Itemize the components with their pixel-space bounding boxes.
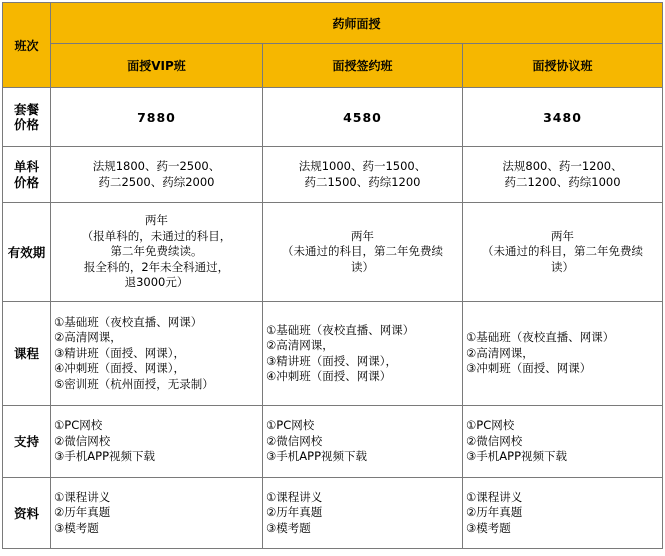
text-line: 两年 [551,228,575,243]
text-line: 药二2500、药综2000 [98,174,215,189]
row-label-line: 单科 [13,159,39,174]
table-row-validity [3,203,663,302]
materials-signed [263,478,463,549]
table-row-single-price [3,147,663,203]
text-line: ⑤密训班（杭州面授，无录制） [54,376,214,391]
text-line: ①课程讲义 [266,489,323,504]
row-label-support: 支持 [3,406,51,478]
text-line: ②历年真题 [54,505,111,520]
course-comparison-table [2,2,663,549]
text-line: ②高清网课， [266,338,334,352]
text-line: 两年 [145,213,168,228]
text-line: ②高清网课， [466,345,534,360]
row-label-line: 价格 [13,174,39,190]
class-column-header: 班次 [3,3,51,88]
price-vip: 7880 [51,88,263,147]
support-vip [51,406,263,478]
support-signed [263,406,463,478]
group-title: 药师面授 [51,3,663,44]
text-line: ②历年真题 [266,505,323,520]
text-line: ①PC网校 [266,418,315,433]
text-line: ③模考题 [54,520,99,535]
text-line: 法规1000、药一1500、 [298,159,427,173]
row-label-package-price [3,88,51,147]
text-line: ②微信网校 [466,433,523,448]
validity-vip [51,203,263,302]
validity-signed [263,203,463,302]
text-line: ②微信网校 [54,433,111,448]
text-line: ③手机APP视频下载 [266,449,368,464]
text-line: ②历年真题 [466,505,523,520]
table-row-materials [3,478,663,549]
text-line: （未通过的科目，第二年免费续 [282,244,443,259]
row-label-line: 套餐 [13,101,39,117]
text-line: ②微信网校 [266,433,323,448]
row-label-materials: 资料 [3,478,51,549]
support-agreement [463,406,663,478]
text-line: 读） [551,259,575,274]
text-line: ③模考题 [466,520,511,535]
text-line: ③手机APP视频下载 [466,449,568,464]
text-line: ①基础班（夜校直播、网课） [54,314,203,329]
row-label-courses: 课程 [3,302,51,406]
courses-signed [263,302,463,406]
row-label-single-price [3,147,51,203]
validity-agreement [463,203,663,302]
column-header-signed: 面授签约班 [263,44,463,88]
price-agreement: 3480 [463,88,663,147]
text-line: 药二1200、药综1000 [504,174,621,189]
row-label-line: 价格 [13,117,39,132]
table-row-courses [3,302,663,406]
materials-vip [51,478,263,549]
column-header-vip: 面授VIP班 [51,44,263,88]
courses-vip [51,302,263,406]
text-line: 两年 [351,228,374,243]
text-line: ③精讲班（面授、网课）， [54,345,186,360]
text-line: ①基础班（夜校直播、网课） [266,322,415,337]
table-row-package-price [3,88,663,147]
text-line: ③模考题 [266,520,311,535]
text-line: 读） [351,259,374,274]
single-price-agreement [463,147,663,203]
single-price-signed [263,147,463,203]
row-label-validity: 有效期 [3,203,51,302]
text-line: 法规800、药一1200、 [502,159,623,173]
text-line: （未通过的科目，第二年免费续 [482,244,644,259]
text-line: ①PC网校 [466,418,515,433]
text-line: （报单科的，未通过的科目， [81,228,232,243]
table-row-support [3,406,663,478]
materials-agreement [463,478,663,549]
text-line: 第二年免费续读。 [110,244,203,259]
text-line: ①课程讲义 [466,489,523,504]
single-price-vip [51,147,263,203]
text-line: ①PC网校 [54,418,103,433]
column-header-agreement: 面授协议班 [463,44,663,88]
text-line: 退3000元） [124,275,189,290]
courses-agreement [463,302,663,406]
text-line: ③手机APP视频下载 [54,449,156,464]
text-line: ①基础班（夜校直播、网课） [466,330,615,345]
text-line: ①课程讲义 [54,489,111,504]
text-line: ③精讲班（面授、网课）， [266,353,398,368]
text-line: 报全科的，2年未全科通过， [83,259,230,274]
text-line: ②高清网课， [54,330,122,345]
text-line: ④冲刺班（面授、网课）， [54,361,186,376]
text-line: ④冲刺班（面授、网课） [266,369,392,383]
price-signed: 4580 [263,88,463,147]
text-line: 法规1800、药一2500、 [92,159,221,173]
text-line: ③冲刺班（面授、网课） [466,361,592,376]
text-line: 药二1500、药综1200 [304,174,421,189]
